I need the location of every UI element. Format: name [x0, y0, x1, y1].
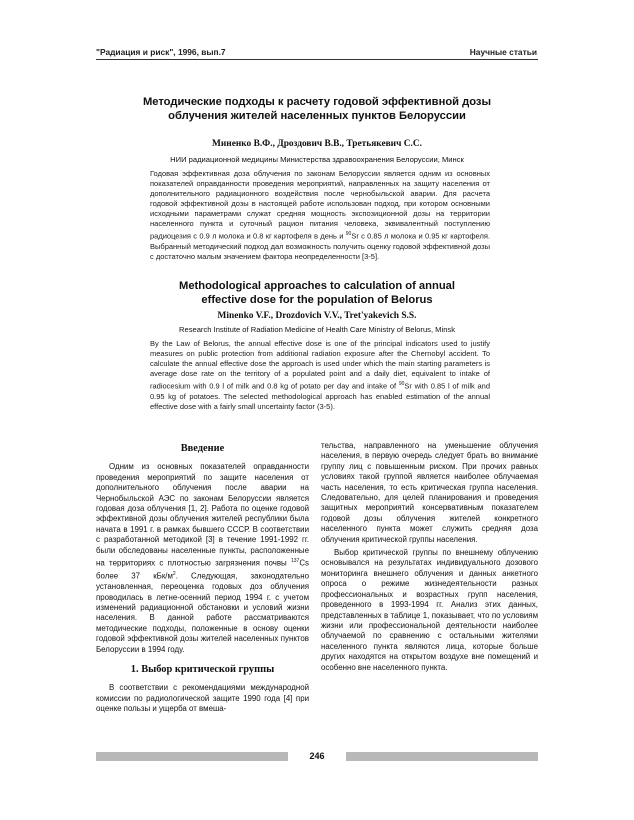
section1-heading: 1. Выбор критической группы [130, 663, 275, 675]
intro-heading: Введение [180, 443, 225, 454]
footer-bar-right [346, 752, 538, 761]
ru-abstract-text-b: Sr с 0.85 л молока и 0.95 кг картофеля. Выбранный методический подход дал возможность получить оценку годовой эффективной дозы с достаточно малым значением фактора неопределенности [3-5]. [150, 231, 490, 261]
intro-text-c: . Следующая, законодательно установленная, переоценка годовых доз облучения проводилась в летне-осенний период 1994 г. с учетом изменений радиационной обстановки и условий жизни населения. В данной работе рассматриваются методические подходы, положенные в основу оценки годовой эффективной дозы жителей населенных пунктов Белоруссии в 1994 году. [96, 571, 309, 654]
footer-bar-left [96, 752, 288, 761]
ru-affiliation: НИИ радиационной медицины Министерства здравоохранения Белоруссии, Минск [170, 155, 464, 164]
right-paragraph-1: тельства, направленного на уменьшение облучения населения, в первую очередь следует брать во внимание группу лиц с повышенным риском. При прочих равных условиях такой группой является наиболее облучаемая часть населения, то есть критическая группа населения. Следовательно, для целей планирования и проведения защитных мероприятий консервативным показателем годовой дозы облучения жителей конкретного населенного пункта может служить средняя доза облучения критической группы населения. [321, 441, 538, 544]
right-paragraph-2: Выбор критической группы по внешнему облучению основывался на результатах индивидуального дозового мониторинга внешнего облучения и данных анкетного опроса о режиме жизнедеятельности разных профессиональных и возрастных групп населения, проведенного в 1993-1994 гг. Анализ этих данных, представленных в таблице 1, показывает, что по условиям жизни или профессиональной деятельности наиболее облучаемой по сравнению с остальными жителями населенного пункта являются лица, которые больше других находятся на открытом воздухе вне помещений и особенно вне населенного пункта. [321, 548, 538, 672]
intro-text-b: Cs более 37 кБк/м [96, 558, 309, 581]
intro-paragraph [96, 462, 309, 655]
en-title-line2: effective dose for the population of Belorus [201, 294, 433, 306]
en-affiliation: Research Institute of Radiation Medicine of Health Care Ministry of Belorus, Minsk [178, 325, 456, 334]
journal-header: "Радиация и риск", 1996, вып.7 [96, 47, 226, 57]
section-header: Научные статьи [469, 47, 537, 57]
intro-sup-m2: 2 [172, 571, 176, 578]
body-right-column [321, 441, 538, 673]
en-title-line1: Methodological approaches to calculation of annual [179, 280, 455, 292]
en-abstract-text-a: By the Law of Belorus, the annual effective dose is one of the principal indicators used to justify measures on public protection from additional radiation exposure after the Chernobyl accident. To calculate the annual effective dose the approach is used under which the main starting parameters is average dose rate on the territory of a populated point and a daily diet, equivalent to intake of radiocesium with 0.9 l of milk and 0.8 kg of potato per day and intake of [150, 339, 490, 391]
en-title [96, 279, 538, 307]
intro-text-a: Одним из основных показателей оправданности проведения мероприятий по защите населения от дополнительного облучения после аварии на Чернобыльской АЭС по законам Белоруссии является годовая доза облучения [1, 2]. Работа по оценке годовой эффективной дозы облучения жителей республики была начата в 1991 г. в рамках бывшего СССР. В соответствии с разработанной методикой [3] в течение 1991-1992 гг. были обследованы населенные пункты, расположенные на территориях с плотностью загрязнения почвы [96, 462, 309, 568]
ru-title [96, 95, 538, 123]
ru-abstract-sup: 90 [345, 231, 352, 237]
en-authors: Minenko V.F., Drozdovich V.V., Tret'yakevich S.S. [217, 311, 417, 321]
intro-sup-cs: 137 [291, 558, 300, 565]
en-abstract-text-b: Sr with 0.85 l of milk and 0.95 kg of potatoes. The selected methodological approach has enabled estimation of the annual effective dose with a fairly small uncertainty factor (3-5). [150, 381, 490, 411]
section1-paragraph: В соответствии с рекомендациями международной комиссии по радиологической защите 1990 года [4] при оценке пользы и ущерба от вмеша- [96, 683, 309, 714]
ru-title-line2: облучения жителей населенных пунктов Белоруссии [168, 110, 466, 122]
en-abstract-sup: 90 [398, 381, 405, 387]
header-rule [96, 59, 538, 60]
ru-abstract-text-a: Годовая эффективная доза облучения по законам Белоруссии является одним из основных показателей оправданности проведения мероприятий, направленных на защиту населения от дополнительного радиационного воздействия после чернобыльской аварии. Для расчета годовой эффективной дозы в настоящей работе использован подход, при котором основными исходными параметрами служат средняя мощность экспозиционной дозы на территории населенного пункта и суточный рацион питания человека, эквивалентный поступлению радиоцезия с 0.9 л молока и 0.8 кг картофеля в день и [150, 169, 490, 241]
ru-abstract [150, 169, 490, 262]
en-abstract [150, 339, 490, 412]
ru-authors: Миненко В.Ф., Дроздович В.В., Третьякевич С.С. [212, 139, 422, 149]
page-number: 246 [309, 751, 325, 761]
ru-title-line1: Методические подходы к расчету годовой эффективной дозы [142, 96, 492, 108]
body-left-column [96, 444, 309, 715]
